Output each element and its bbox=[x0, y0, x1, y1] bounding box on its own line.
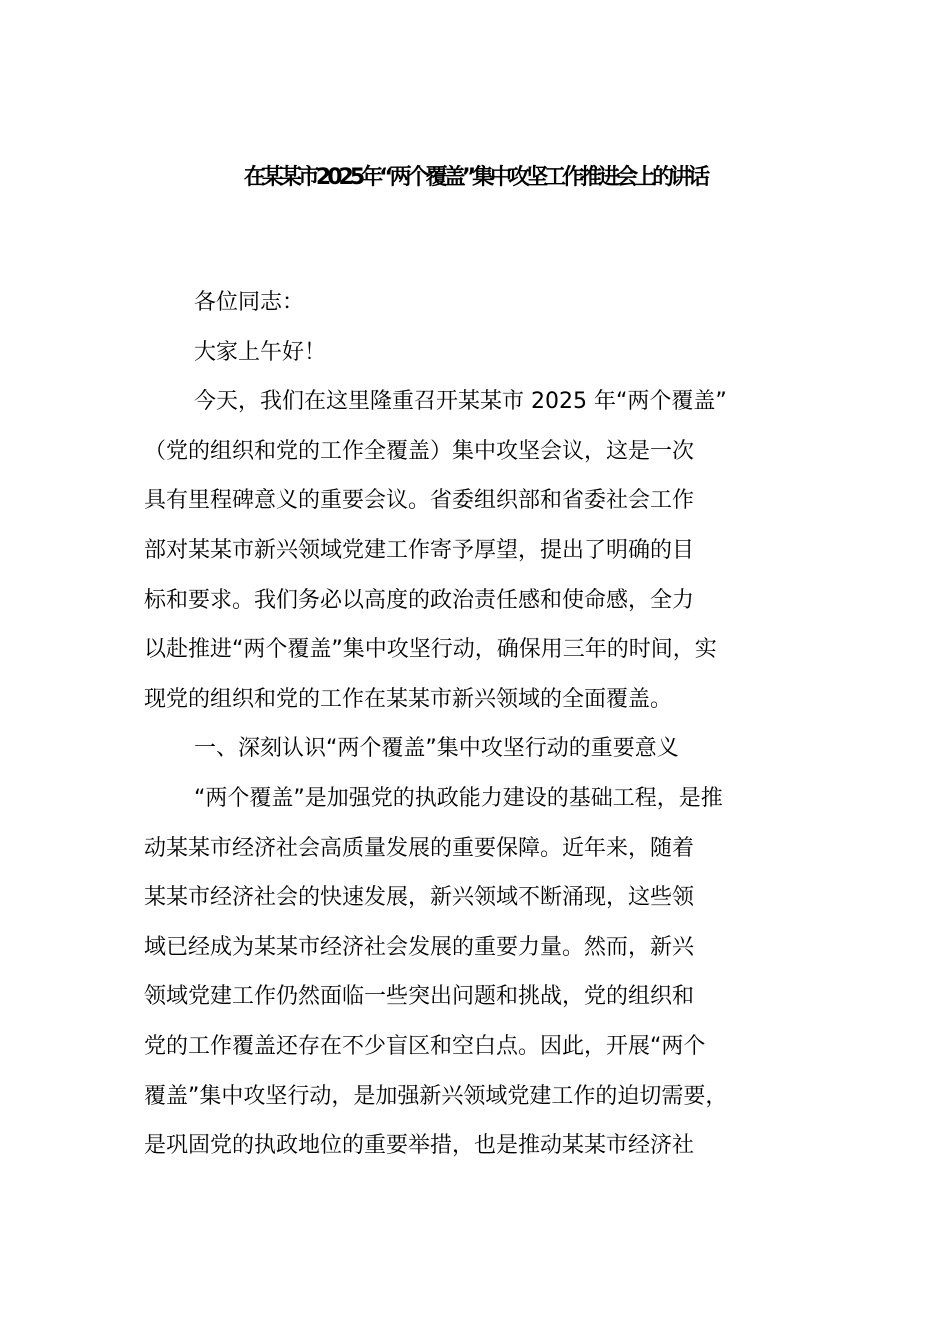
text-line: 部对某某市新兴领域党建工作寄予厚望，提出了明确的目 bbox=[144, 537, 695, 563]
text-line: 各位同志： bbox=[194, 290, 305, 315]
section-heading: 一、深刻认识“两个覆盖”集中攻坚行动的重要意义 bbox=[194, 736, 679, 762]
text-line: （党的组织和党的工作全覆盖）集中攻坚会议，这是一次 bbox=[144, 438, 695, 464]
text-line: “两个覆盖”是加强党的执政能力建设的基础工程，是推 bbox=[194, 785, 723, 811]
text-line: 某某市经济社会的快速发展，新兴领域不断涌现，这些领 bbox=[144, 885, 695, 911]
document-title: 在某某市2025年“两个覆盖”集中攻坚工作推进会上的讲话 bbox=[243, 165, 707, 190]
text-line: 动某某市经济社会高质量发展的重要保障。近年来，随着 bbox=[144, 835, 695, 861]
document-body bbox=[144, 278, 834, 1171]
text-line: 大家上午好！ bbox=[194, 339, 327, 365]
text-line: 域已经成为某某市经济社会发展的重要力量。然而，新兴 bbox=[144, 934, 695, 960]
text-line: 覆盖”集中攻坚行动，是加强新兴领域党建工作的迫切需要， bbox=[144, 1083, 728, 1109]
text-line: 现党的组织和党的工作在某某市新兴领域的全面覆盖。 bbox=[144, 686, 673, 712]
text-line: 领域党建工作仍然面临一些突出问题和挑战，党的组织和 bbox=[144, 984, 695, 1010]
text-line: 是巩固党的执政地位的重要举措，也是推动某某市经济社 bbox=[144, 1133, 695, 1159]
text-line: 具有里程碑意义的重要会议。省委组织部和省委社会工作 bbox=[144, 488, 695, 514]
text-line: 今天，我们在这里隆重召开某某市 2025 年“两个覆盖” bbox=[194, 389, 727, 415]
text-line: 以赴推进“两个覆盖”集中攻坚行动，确保用三年的时间，实 bbox=[144, 637, 717, 663]
text-line: 标和要求。我们务必以高度的政治责任感和使命感，全力 bbox=[144, 587, 695, 613]
text-line: 党的工作覆盖还存在不少盲区和空白点。因此，开展“两个 bbox=[144, 1033, 706, 1059]
